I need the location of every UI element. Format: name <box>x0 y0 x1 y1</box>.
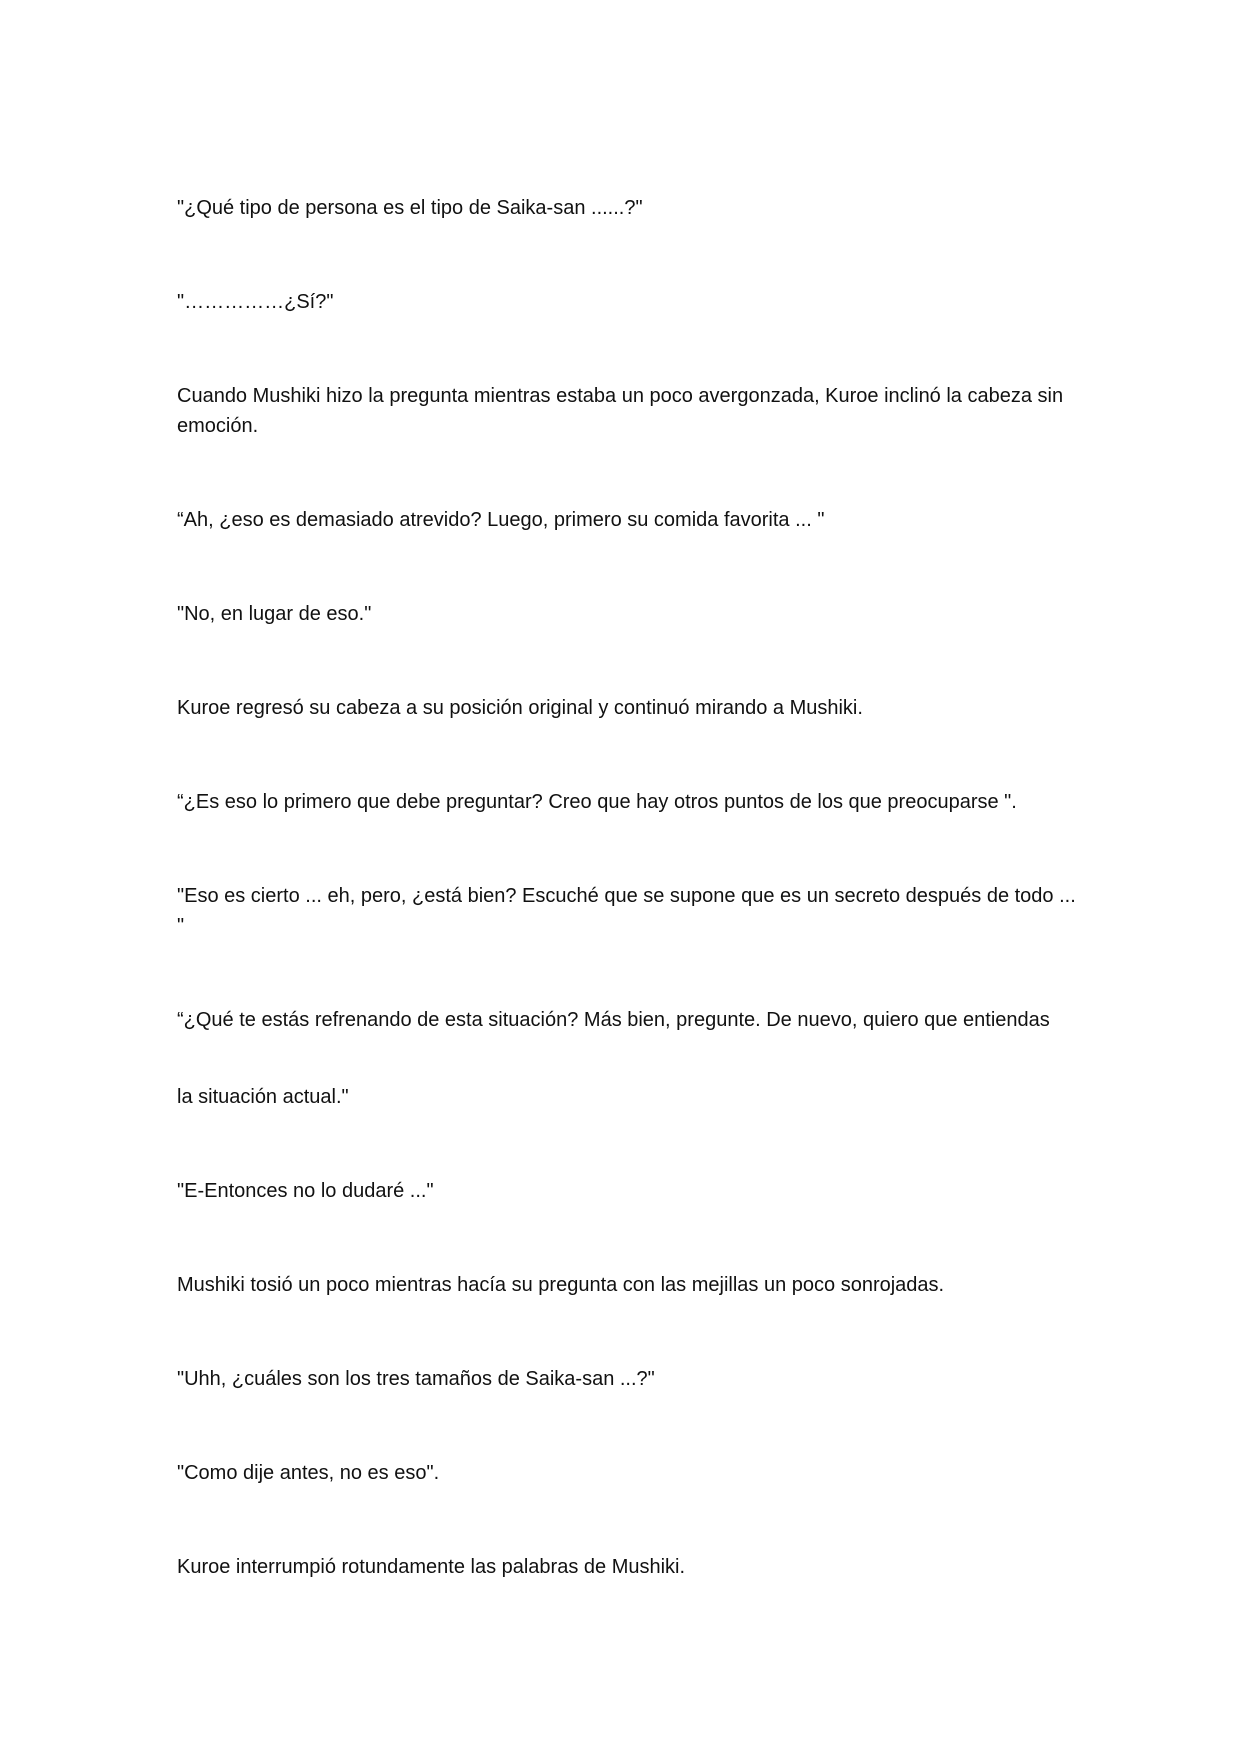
paragraph-10: la situación actual." <box>177 1086 349 1108</box>
paragraph-14: "Como dije antes, no es eso". <box>177 1462 440 1484</box>
paragraph-3: Cuando Mushiki hizo la pregunta mientras estaba un poco avergonzada, Kuroe inclinó la cabeza sin emoción. <box>177 385 1064 437</box>
paragraph-2: "……………¿Sí?" <box>177 291 334 313</box>
paragraph-13: "Uhh, ¿cuáles son los tres tamaños de Saika-san ...?" <box>177 1368 655 1390</box>
paragraph-15: Kuroe interrumpió rotundamente las palabras de Mushiki. <box>177 1556 686 1578</box>
paragraph-4: “Ah, ¿eso es demasiado atrevido? Luego, primero su comida favorita ... " <box>177 509 825 531</box>
paragraph-6: Kuroe regresó su cabeza a su posición original y continuó mirando a Mushiki. <box>177 697 863 719</box>
paragraph-5: "No, en lugar de eso." <box>177 603 372 625</box>
paragraph-8: "Eso es cierto ... eh, pero, ¿está bien? Escuché que se supone que es un secreto después de todo ... " <box>177 885 1076 937</box>
paragraph-9: “¿Qué te estás refrenando de esta situación? Más bien, pregunte. De nuevo, quiero que entiendas <box>177 1009 1050 1031</box>
paragraph-1: "¿Qué tipo de persona es el tipo de Saika-san ......?" <box>177 197 643 219</box>
paragraph-7: “¿Es eso lo primero que debe preguntar? Creo que hay otros puntos de los que preocuparse ". <box>177 791 1017 813</box>
paragraph-11: "E-Entonces no lo dudaré ..." <box>177 1180 434 1202</box>
paragraph-12: Mushiki tosió un poco mientras hacía su pregunta con las mejillas un poco sonrojadas. <box>177 1274 945 1296</box>
